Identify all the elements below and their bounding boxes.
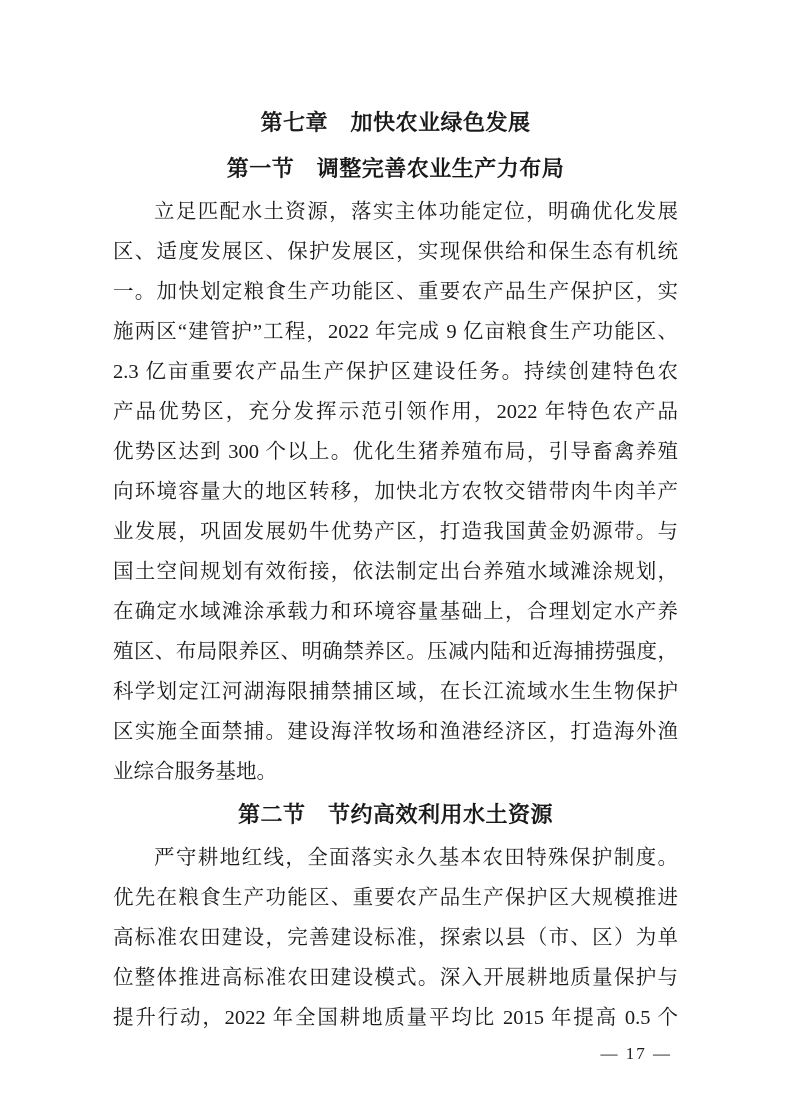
paragraph-1 xyxy=(113,192,678,792)
body-line: 产品优势区，充分发挥示范引领作用，2022 年特色农产品 xyxy=(113,401,678,423)
body-line: 殖区、布局限养区、明确禁养区。压减内陆和近海捕捞强度， xyxy=(113,641,678,663)
body-line: 严守耕地红线，全面落实永久基本农田特殊保护制度。 xyxy=(154,847,678,869)
body-line: 业综合服务基地。 xyxy=(113,761,277,783)
body-line: 科学划定江河湖海限捕禁捕区域，在长江流域水生生物保护 xyxy=(113,681,678,703)
page-number: — 17 — xyxy=(600,1044,672,1063)
body-line: 区、适度发展区、保护发展区，实现保供给和保生态有机统 xyxy=(113,241,678,263)
body-line: 一。加快划定粮食生产功能区、重要农产品生产保护区，实 xyxy=(113,281,678,303)
body-line: 2.3 亿亩重要农产品生产保护区建设任务。持续创建特色农 xyxy=(113,361,678,383)
body-line: 位整体推进高标准农田建设模式。深入开展耕地质量保护与 xyxy=(113,967,678,989)
body-line: 在确定水域滩涂承载力和环境容量基础上，合理划定水产养 xyxy=(113,601,678,623)
paragraph-2 xyxy=(113,838,678,1038)
body-line: 施两区“建管护”工程，2022 年完成 9 亿亩粮食生产功能区、 xyxy=(113,321,678,343)
body-line: 优先在粮食生产功能区、重要农产品生产保护区大规模推进 xyxy=(113,887,678,909)
body-line: 向环境容量大的地区转移，加快北方农牧交错带肉牛肉羊产 xyxy=(113,481,678,503)
body-line: 区实施全面禁捕。建设海洋牧场和渔港经济区，打造海外渔 xyxy=(113,721,678,743)
chapter-title: 第七章 加快农业绿色发展 xyxy=(260,110,531,135)
body-line: 国土空间规划有效衔接，依法制定出台养殖水域滩涂规划， xyxy=(113,561,678,583)
body-line: 业发展，巩固发展奶牛优势产区，打造我国黄金奶源带。与 xyxy=(113,521,678,543)
body-line: 提升行动，2022 年全国耕地质量平均比 2015 年提高 0.5 个 xyxy=(113,1007,678,1029)
page-footer xyxy=(113,1042,678,1066)
body-line: 优势区达到 300 个以上。优化生猪养殖布局，引导畜禽养殖 xyxy=(113,441,678,463)
body-line: 立足匹配水土资源，落实主体功能定位，明确优化发展 xyxy=(154,201,678,223)
section-title-1: 第一节 调整完善农业生产力布局 xyxy=(226,156,565,181)
section-title-2: 第二节 节约高效利用水土资源 xyxy=(237,802,553,827)
body-line: 高标准农田建设，完善建设标准，探索以县（市、区）为单 xyxy=(113,927,678,949)
